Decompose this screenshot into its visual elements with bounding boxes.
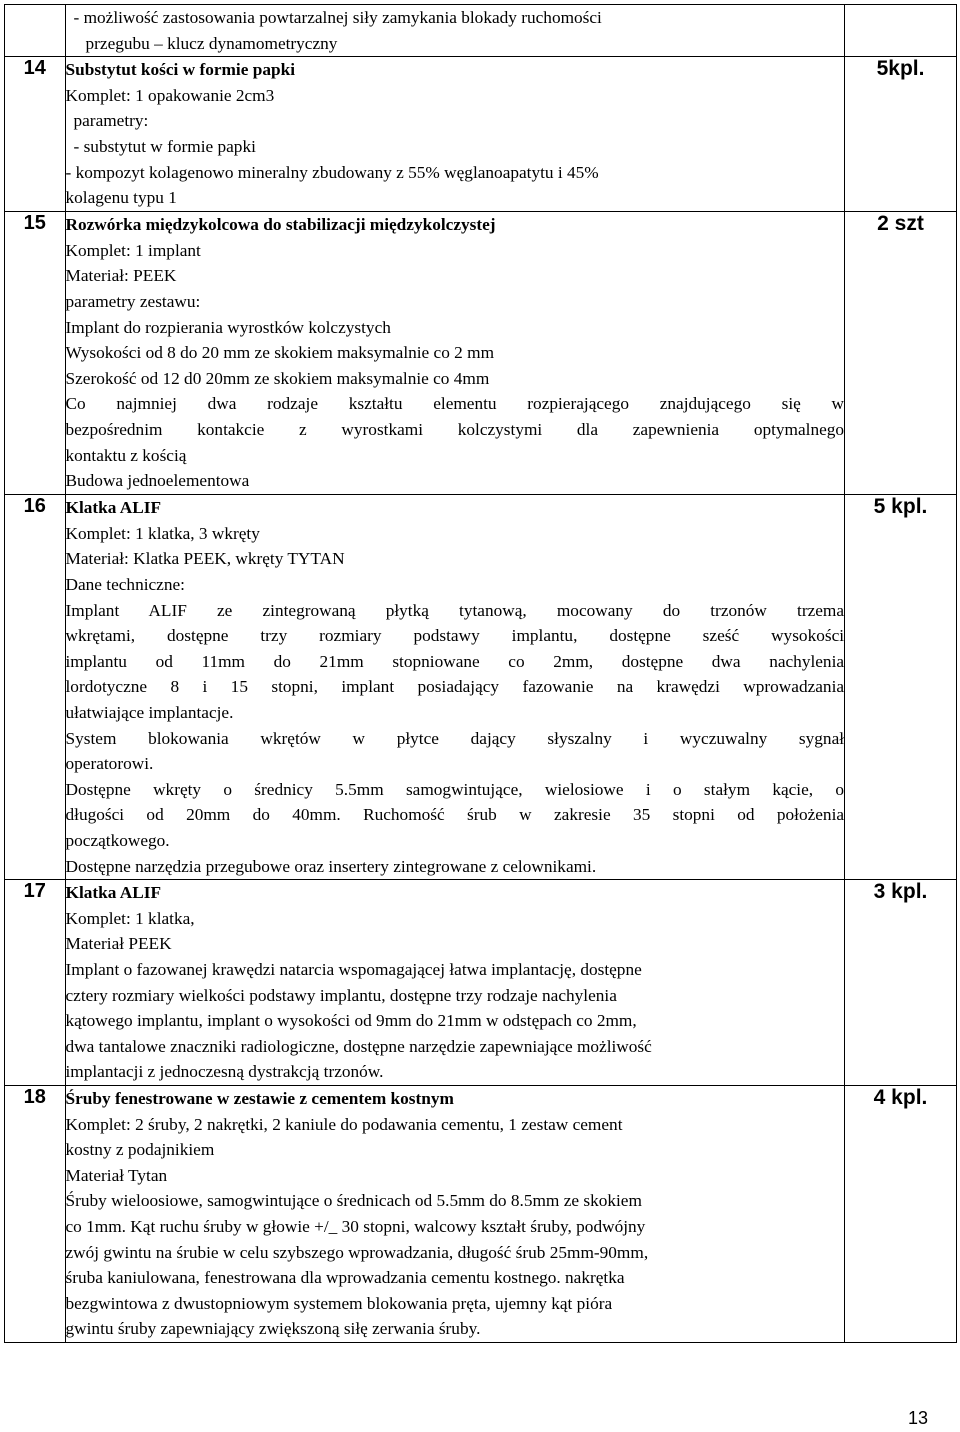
description-line: operatorowi. (65, 754, 154, 774)
row-description (65, 495, 845, 880)
description-line: Materiał: PEEK (65, 266, 177, 286)
description-line: początkowego. (65, 830, 170, 850)
description-line: zwój gwintu na śrubie w celu szybszego wprowadzania, długość śrub 25mm-90mm, (65, 1242, 649, 1262)
description-line: Implant do rozpierania wyrostków kolczystych (65, 317, 391, 337)
description-line: Materiał Tytan (65, 1165, 168, 1185)
description-line: długości od 20mm do 40mm. Ruchomość śrub w zakresie 35 stopni od położenia (65, 805, 845, 825)
description-line: Materiał: Klatka PEEK, wkręty TYTAN (65, 549, 345, 569)
description-line: Dostępne narzędzia przegubowe oraz insertery zintegrowane z celownikami. (65, 856, 597, 876)
description-line: Komplet: 1 opakowanie 2cm3 (65, 85, 275, 105)
row-description (65, 5, 845, 57)
description-line: śruba kaniulowana, fenestrowana dla wprowadzania cementu kostnego. nakrętka (65, 1268, 625, 1288)
description-line: Komplet: 2 śruby, 2 nakrętki, 2 kaniule do podawania cementu, 1 zestaw cement (65, 1114, 623, 1134)
description-line: Wysokości od 8 do 20 mm ze skokiem maksymalnie co 2 mm (65, 343, 495, 363)
row-description (65, 57, 845, 212)
row-number (5, 5, 66, 57)
item-title: Substytut kości w formie papki (65, 60, 295, 80)
description-line: implantu od 11mm do 21mm stopniowane co 2mm, dostępne dwa nachylenia (65, 651, 845, 671)
row-description (65, 880, 845, 1086)
row-number: 14 (5, 57, 66, 212)
description-line: ułatwiające implantacje. (65, 702, 234, 722)
row-quantity (845, 5, 957, 57)
page-number: 13 (907, 1408, 928, 1428)
description-line: Co najmniej dwa rodzaje kształtu elementu rozpierającego znajdującego się w (65, 394, 845, 414)
row-number: 18 (5, 1085, 66, 1342)
description-line: Komplet: 1 klatka, 3 wkręty (65, 523, 260, 543)
row-quantity: 5 kpl. (845, 495, 957, 880)
description-line: parametry zestawu: (65, 291, 201, 311)
row-description (65, 1085, 845, 1342)
table-row (5, 495, 957, 880)
description-line: Komplet: 1 klatka, (65, 908, 195, 928)
description-line: System blokowania wkrętów w płytce dający słyszalny i wyczuwalny sygnał (65, 728, 845, 748)
description-line: - możliwość zastosowania powtarzalnej siły zamykania blokady ruchomości (73, 8, 602, 27)
description-line: kontaktu z kością (65, 445, 187, 465)
description-line: bezpośrednim kontakcie z wyrostkami kolczystymi dla zapewnienia optymalnego (65, 419, 845, 439)
item-title: Śruby fenestrowane w zestawie z cementem kostnym (65, 1088, 454, 1108)
row-quantity: 2 szt (845, 212, 957, 495)
description-line: kątowego implantu, implant o wysokości od 9mm do 21mm w odstępach co 2mm, (65, 1011, 637, 1031)
table-row (5, 5, 957, 57)
table-row (5, 880, 957, 1086)
description-line: - kompozyt kolagenowo mineralny zbudowany z 55% węglanoapatytu i 45% (65, 162, 599, 182)
description-line: implantacji z jednoczesną dystrakcją trzonów. (65, 1062, 384, 1082)
description-line: wkrętami, dostępne trzy rozmiary podstawy implantu, dostępne sześć wysokości (65, 626, 845, 646)
description-line: Dostępne wkręty o średnicy 5.5mm samogwintujące, wielosiowe i o stałym kącie, o (65, 779, 845, 799)
description-line: Śruby wieloosiowe, samogwintujące o średnicach od 5.5mm do 8.5mm ze skokiem (65, 1191, 642, 1211)
description-line: gwintu śruby zapewniający zwiększoną siłę zerwania śruby. (65, 1319, 481, 1339)
table-row (5, 212, 957, 495)
row-quantity: 4 kpl. (845, 1085, 957, 1342)
description-line: dwa tantalowe znaczniki radiologiczne, dostępne narzędzie zapewniające możliwość (65, 1036, 652, 1056)
description-line: cztery rozmiary wielkości podstawy implantu, dostępne trzy rodzaje nachylenia (65, 985, 617, 1005)
description-line: bezgwintowa z dwustopniowym systemem blokowania pręta, ujemny kąt pióra (65, 1293, 613, 1313)
item-title: Klatka ALIF (65, 498, 162, 518)
description-line: co 1mm. Kąt ruchu śruby w głowie +/_ 30 stopni, walcowy kształt śruby, podwójny (65, 1216, 646, 1236)
description-line: przegubu – klucz dynamometryczny (85, 33, 338, 53)
description-line: Dane techniczne: (65, 574, 185, 594)
description-line: Komplet: 1 implant (65, 240, 201, 260)
table-row (5, 1085, 957, 1342)
description-line: Szerokość od 12 d0 20mm ze skokiem maksymalnie co 4mm (65, 368, 490, 388)
description-line: parametry: (73, 111, 149, 131)
table-row (5, 57, 957, 212)
description-line: lordotyczne 8 i 15 stopni, implant posiadający fazowanie na krawędzi wprowadzania (65, 677, 845, 697)
row-quantity: 5kpl. (845, 57, 957, 212)
row-number: 17 (5, 880, 66, 1086)
row-number: 15 (5, 212, 66, 495)
row-number: 16 (5, 495, 66, 880)
specification-table (4, 4, 957, 1343)
description-line: Budowa jednoelementowa (65, 471, 250, 491)
description-line: Implant ALIF ze zintegrowaną płytką tytanową, mocowany do trzonów trzema (65, 600, 845, 620)
description-line: - substytut w formie papki (73, 136, 256, 156)
description-line: Materiał PEEK (65, 934, 172, 954)
item-title: Klatka ALIF (65, 883, 162, 903)
description-line: kostny z podajnikiem (65, 1140, 215, 1160)
description-line: kolagenu typu 1 (65, 188, 177, 208)
row-quantity: 3 kpl. (845, 880, 957, 1086)
row-description (65, 212, 845, 495)
description-line: Implant o fazowanej krawędzi natarcia wspomagającej łatwa implantację, dostępne (65, 959, 642, 979)
item-title: Rozwórka międzykolcowa do stabilizacji międzykolczystej (65, 215, 496, 235)
